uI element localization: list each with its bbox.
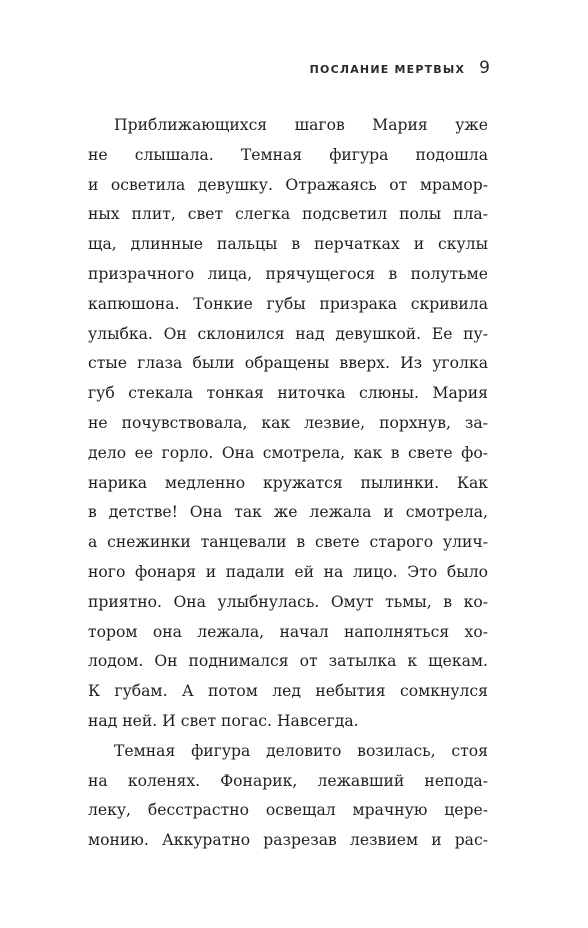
text-line: Темная фигура деловито возилась, стоя bbox=[114, 741, 488, 760]
text-line: улыбка. Он склонился над девушкой. Ее пу- bbox=[88, 324, 488, 343]
paragraph-1 bbox=[88, 111, 488, 737]
text-line: приятно. Она улыбнулась. Омут тьмы, в ко- bbox=[88, 592, 488, 611]
text-line: капюшона. Тонкие губы призрака скривила bbox=[88, 294, 488, 313]
text-line: Приближающихся шагов Мария уже bbox=[114, 116, 488, 134]
text-line: ного фонаря и падали ей на лицо. Это было bbox=[88, 562, 488, 581]
text-line: К губам. А потом лед небытия сомкнулся bbox=[88, 682, 488, 701]
text-line: над ней. И свет погас. Навсегда. bbox=[88, 711, 359, 730]
running-head bbox=[310, 58, 490, 78]
text-line: леку, бесстрастно освещал мрачную цере- bbox=[88, 801, 488, 820]
text-line: монию. Аккуратно разрезав лезвием и рас- bbox=[88, 831, 488, 850]
text-line: призрачного лица, прячущегося в полутьме bbox=[88, 264, 488, 283]
page-number: 9 bbox=[479, 58, 490, 78]
text-line: дело ее горло. Она смотрела, как в свете фо- bbox=[88, 443, 488, 462]
body-text bbox=[88, 111, 488, 856]
text-line: а снежинки танцевали в свете старого улич- bbox=[88, 533, 488, 552]
text-line: стые глаза были обращены вверх. Из уголка bbox=[88, 354, 488, 373]
text-line: тором она лежала, начал наполняться хо- bbox=[88, 622, 488, 641]
text-line: нарика медленно кружатся пылинки. Как bbox=[88, 473, 488, 492]
text-line: губ стекала тонкая ниточка слюны. Мария bbox=[88, 384, 488, 403]
text-line: в детстве! Она так же лежала и смотрела, bbox=[88, 503, 488, 522]
text-line: ных плит, свет слегка подсветил полы пла- bbox=[88, 205, 488, 224]
text-line: не почувствовала, как лезвие, порхнув, за- bbox=[88, 413, 488, 432]
text-line: не слышала. Темная фигура подошла bbox=[88, 145, 488, 164]
paragraph-2 bbox=[88, 737, 488, 856]
text-line: на коленях. Фонарик, лежавший непода- bbox=[88, 771, 488, 790]
text-line: лодом. Он поднимался от затылка к щекам. bbox=[88, 652, 488, 671]
text-line: и осветила девушку. Отражаясь от мрамор- bbox=[88, 175, 488, 194]
text-line: ща, длинные пальцы в перчатках и скулы bbox=[88, 235, 488, 254]
running-title: ПОСЛАНИЕ МЕРТВЫХ bbox=[309, 63, 466, 76]
